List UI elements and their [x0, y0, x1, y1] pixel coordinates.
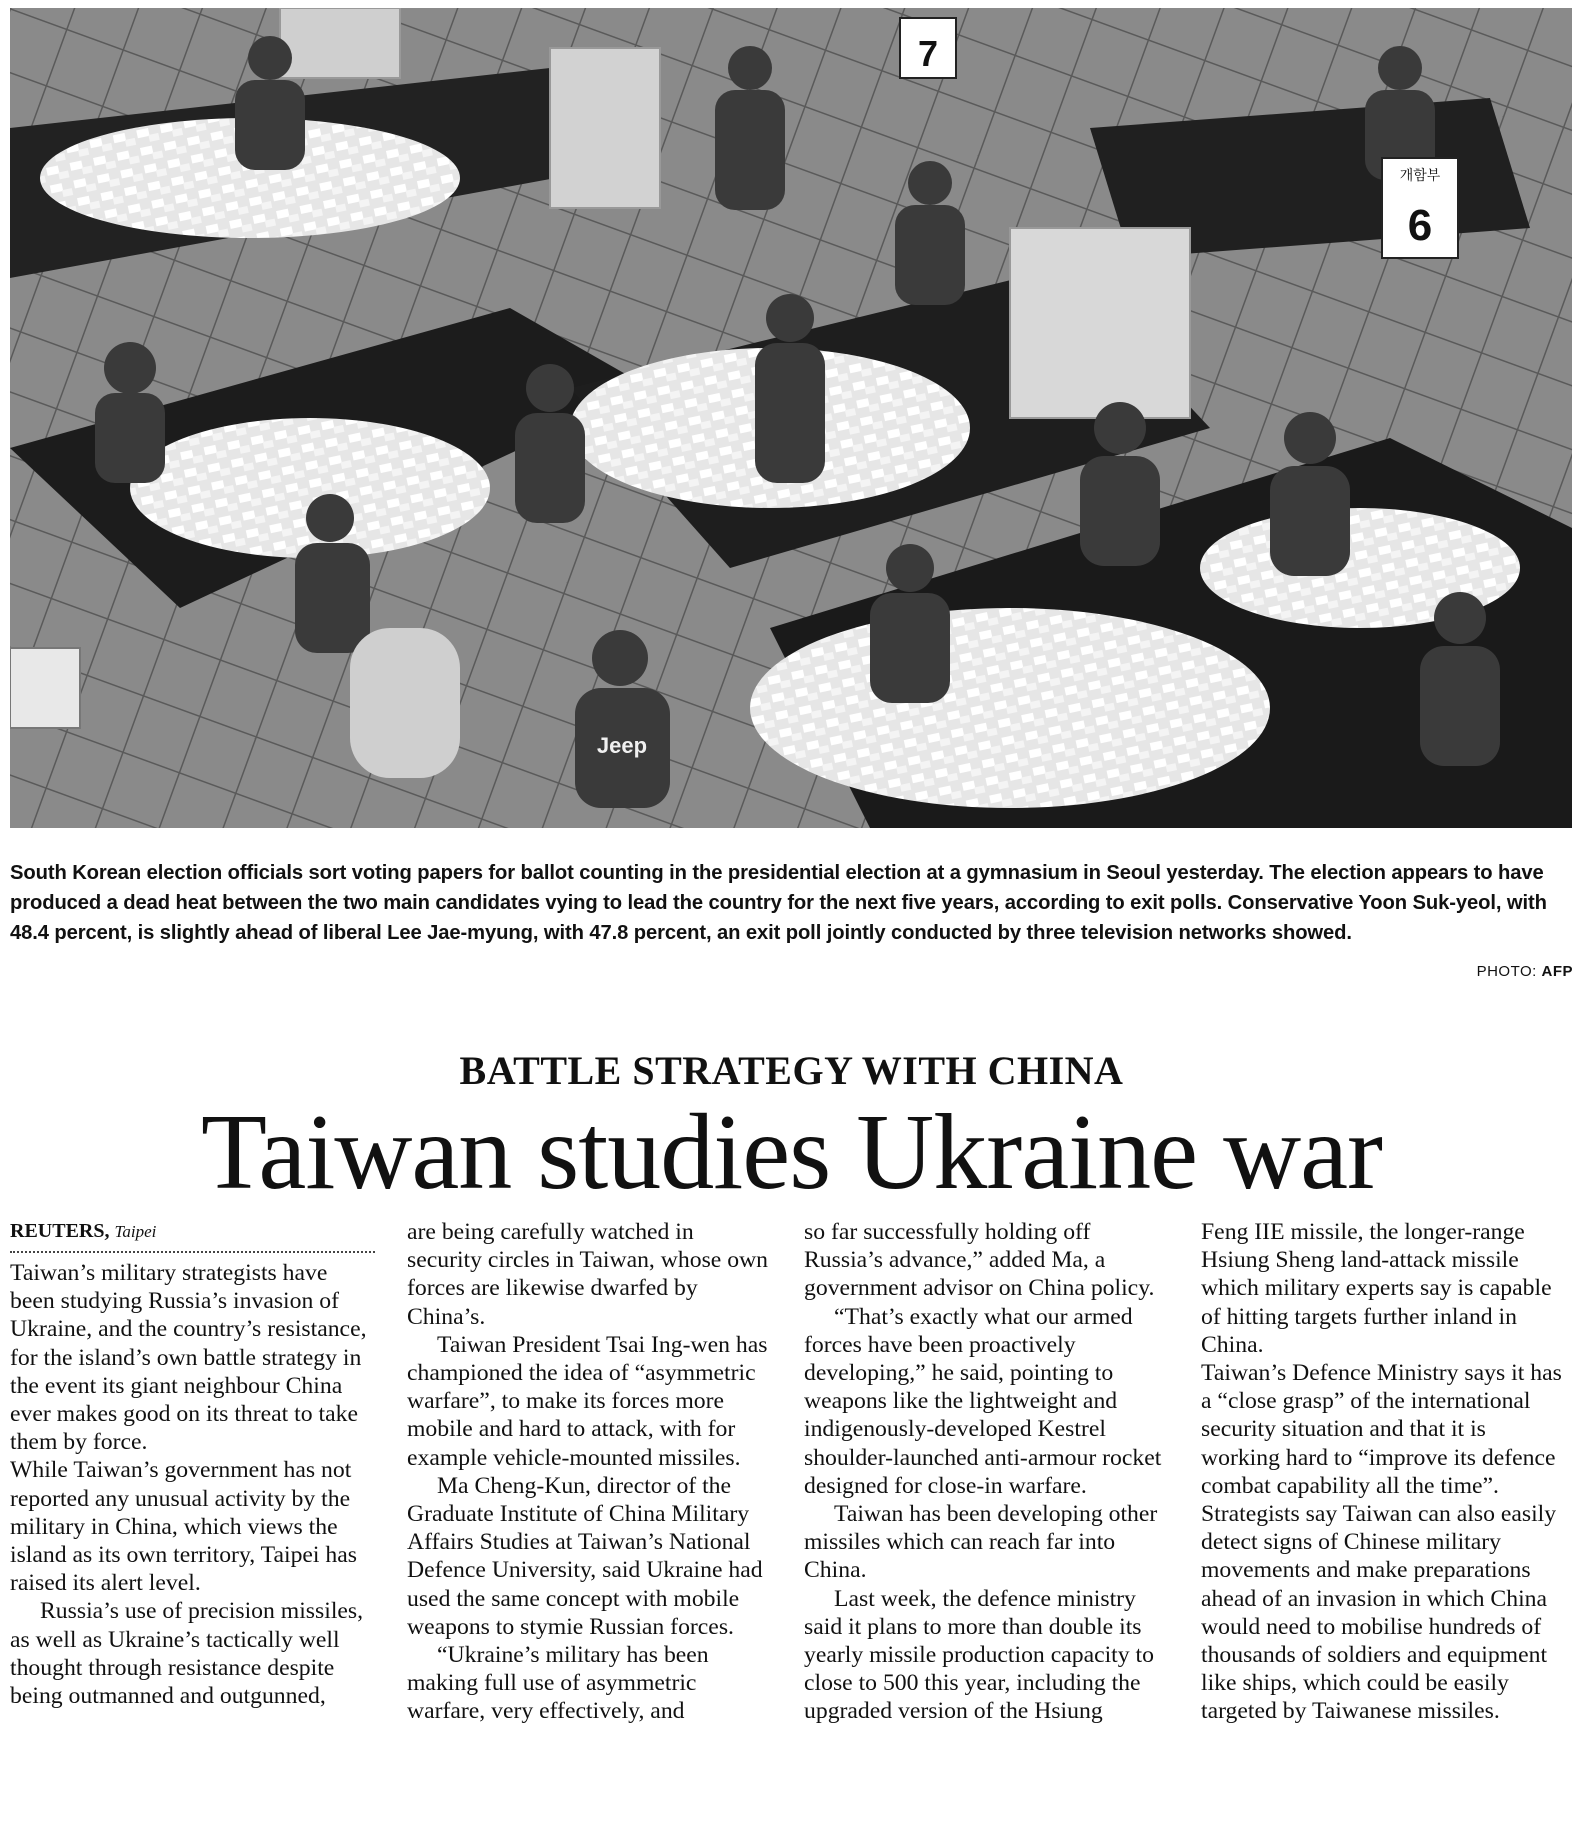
- photo-caption: South Korean election officials sort voting papers for ballot counting in the presidential election at a gymnasium in Seoul yesterday. The election appears to have produced a dead heat between the two main candidates vying to lead the country for the next five years, according to exit polls. Conservative Yoon Suk-yeol, with 48.4 percent, is slightly ahead of liberal Lee Jae-myung, with 47.8 percent, an exit poll jointly conducted by three television networks showed.: [10, 862, 1547, 944]
- ballot-counting-photo: [10, 8, 1572, 828]
- paragraph: While Taiwan’s government has not reported any unusual activity by the military in China, which views the island as its own territory, Taipei has raised its alert level.: [10, 1457, 358, 1597]
- byline-place: Taipei: [114, 1222, 157, 1241]
- article-column-1: [10, 1218, 375, 1710]
- byline-agency: REUTERS,: [10, 1220, 110, 1242]
- article-kicker: BATTLE STRATEGY WITH CHINA: [459, 1048, 1124, 1093]
- svg-text:6: 6: [1407, 201, 1433, 250]
- byline: [10, 1218, 375, 1253]
- paragraph: Russia’s use of precision missiles, as well as Ukraine’s tactically well thought through resistance despite being outmanned and outgunned,: [10, 1598, 364, 1710]
- photo-credit-source: AFP: [1541, 963, 1573, 980]
- paragraph: “That’s exactly what our armed forces have been proactively developing,” he said, pointing to weapons like the lightweight and indigenously-developed Kestrel shoulder-launched anti-armour rocket designed for close-in warfare.: [804, 1303, 1162, 1499]
- paragraph: are being carefully watched in security circles in Taiwan, whose own forces are likewise dwarfed by China’s.: [407, 1219, 769, 1330]
- paragraph: Ma Cheng-Kun, director of the Graduate Institute of China Military Affairs Studies at Taiwan’s National Defence University, said Ukraine had used the same concept with mobile weapons to stymie Russian forces.: [407, 1472, 763, 1640]
- news-photo: [10, 8, 1572, 828]
- paragraph: Strategists say Taiwan can also easily detect signs of Chinese military movements and make preparations ahead of an invasion in which China would need to mobilise hundreds of thousands of soldiers and equipment like ships, which could be easily targeted by Taiwanese missiles.: [1201, 1501, 1557, 1725]
- white-jacket: [350, 628, 460, 778]
- paragraph: Taiwan President Tsai Ing-wen has championed the idea of “asymmetric warfare”, to make its forces more mobile and hard to attack, with for example vehicle-mounted missiles.: [407, 1331, 768, 1471]
- paragraph: “Ukraine’s military has been making full use of asymmetric warfare, very effectively, and: [407, 1642, 709, 1725]
- paragraph: Taiwan’s military strategists have been studying Russia’s invasion of Ukraine, and the country’s resistance, for the island’s own battle strategy in the event its giant neighbour China ever makes good on its threat to take them by force.: [10, 1260, 367, 1456]
- sweater-logo: Jeep: [596, 733, 648, 758]
- paragraph: Last week, the defence ministry said it plans to more than double its yearly missile production capacity to close to 500 this year, including the upgraded version of the Hsiung: [804, 1585, 1154, 1725]
- svg-text:7: 7: [917, 33, 939, 74]
- paragraph: Taiwan’s Defence Ministry says it has a “close grasp” of the international security situation and that it is working hard to “improve its defence combat capability all the time”.: [1201, 1360, 1562, 1499]
- table-sign-6: [1382, 158, 1458, 258]
- photo-credit: [1477, 963, 1573, 980]
- paragraph: so far successfully holding off Russia’s advance,” added Ma, a government advisor on China policy.: [804, 1219, 1155, 1302]
- svg-text:개함부: 개함부: [1399, 168, 1441, 184]
- article-headline: Taiwan studies Ukraine war: [200, 1093, 1383, 1212]
- article-column-3: [804, 1218, 1169, 1726]
- article-column-4: [1201, 1218, 1566, 1726]
- paragraph: Taiwan has been developing other missiles which can reach far into China.: [804, 1501, 1158, 1584]
- table-sign-7: [900, 18, 956, 78]
- paragraph: Feng IIE missile, the longer-range Hsiung Sheng land-attack missile which military experts say is capable of hitting targets further inland in China.: [1201, 1219, 1552, 1358]
- article-column-2: [407, 1218, 772, 1726]
- photo-credit-label: PHOTO:: [1476, 963, 1537, 980]
